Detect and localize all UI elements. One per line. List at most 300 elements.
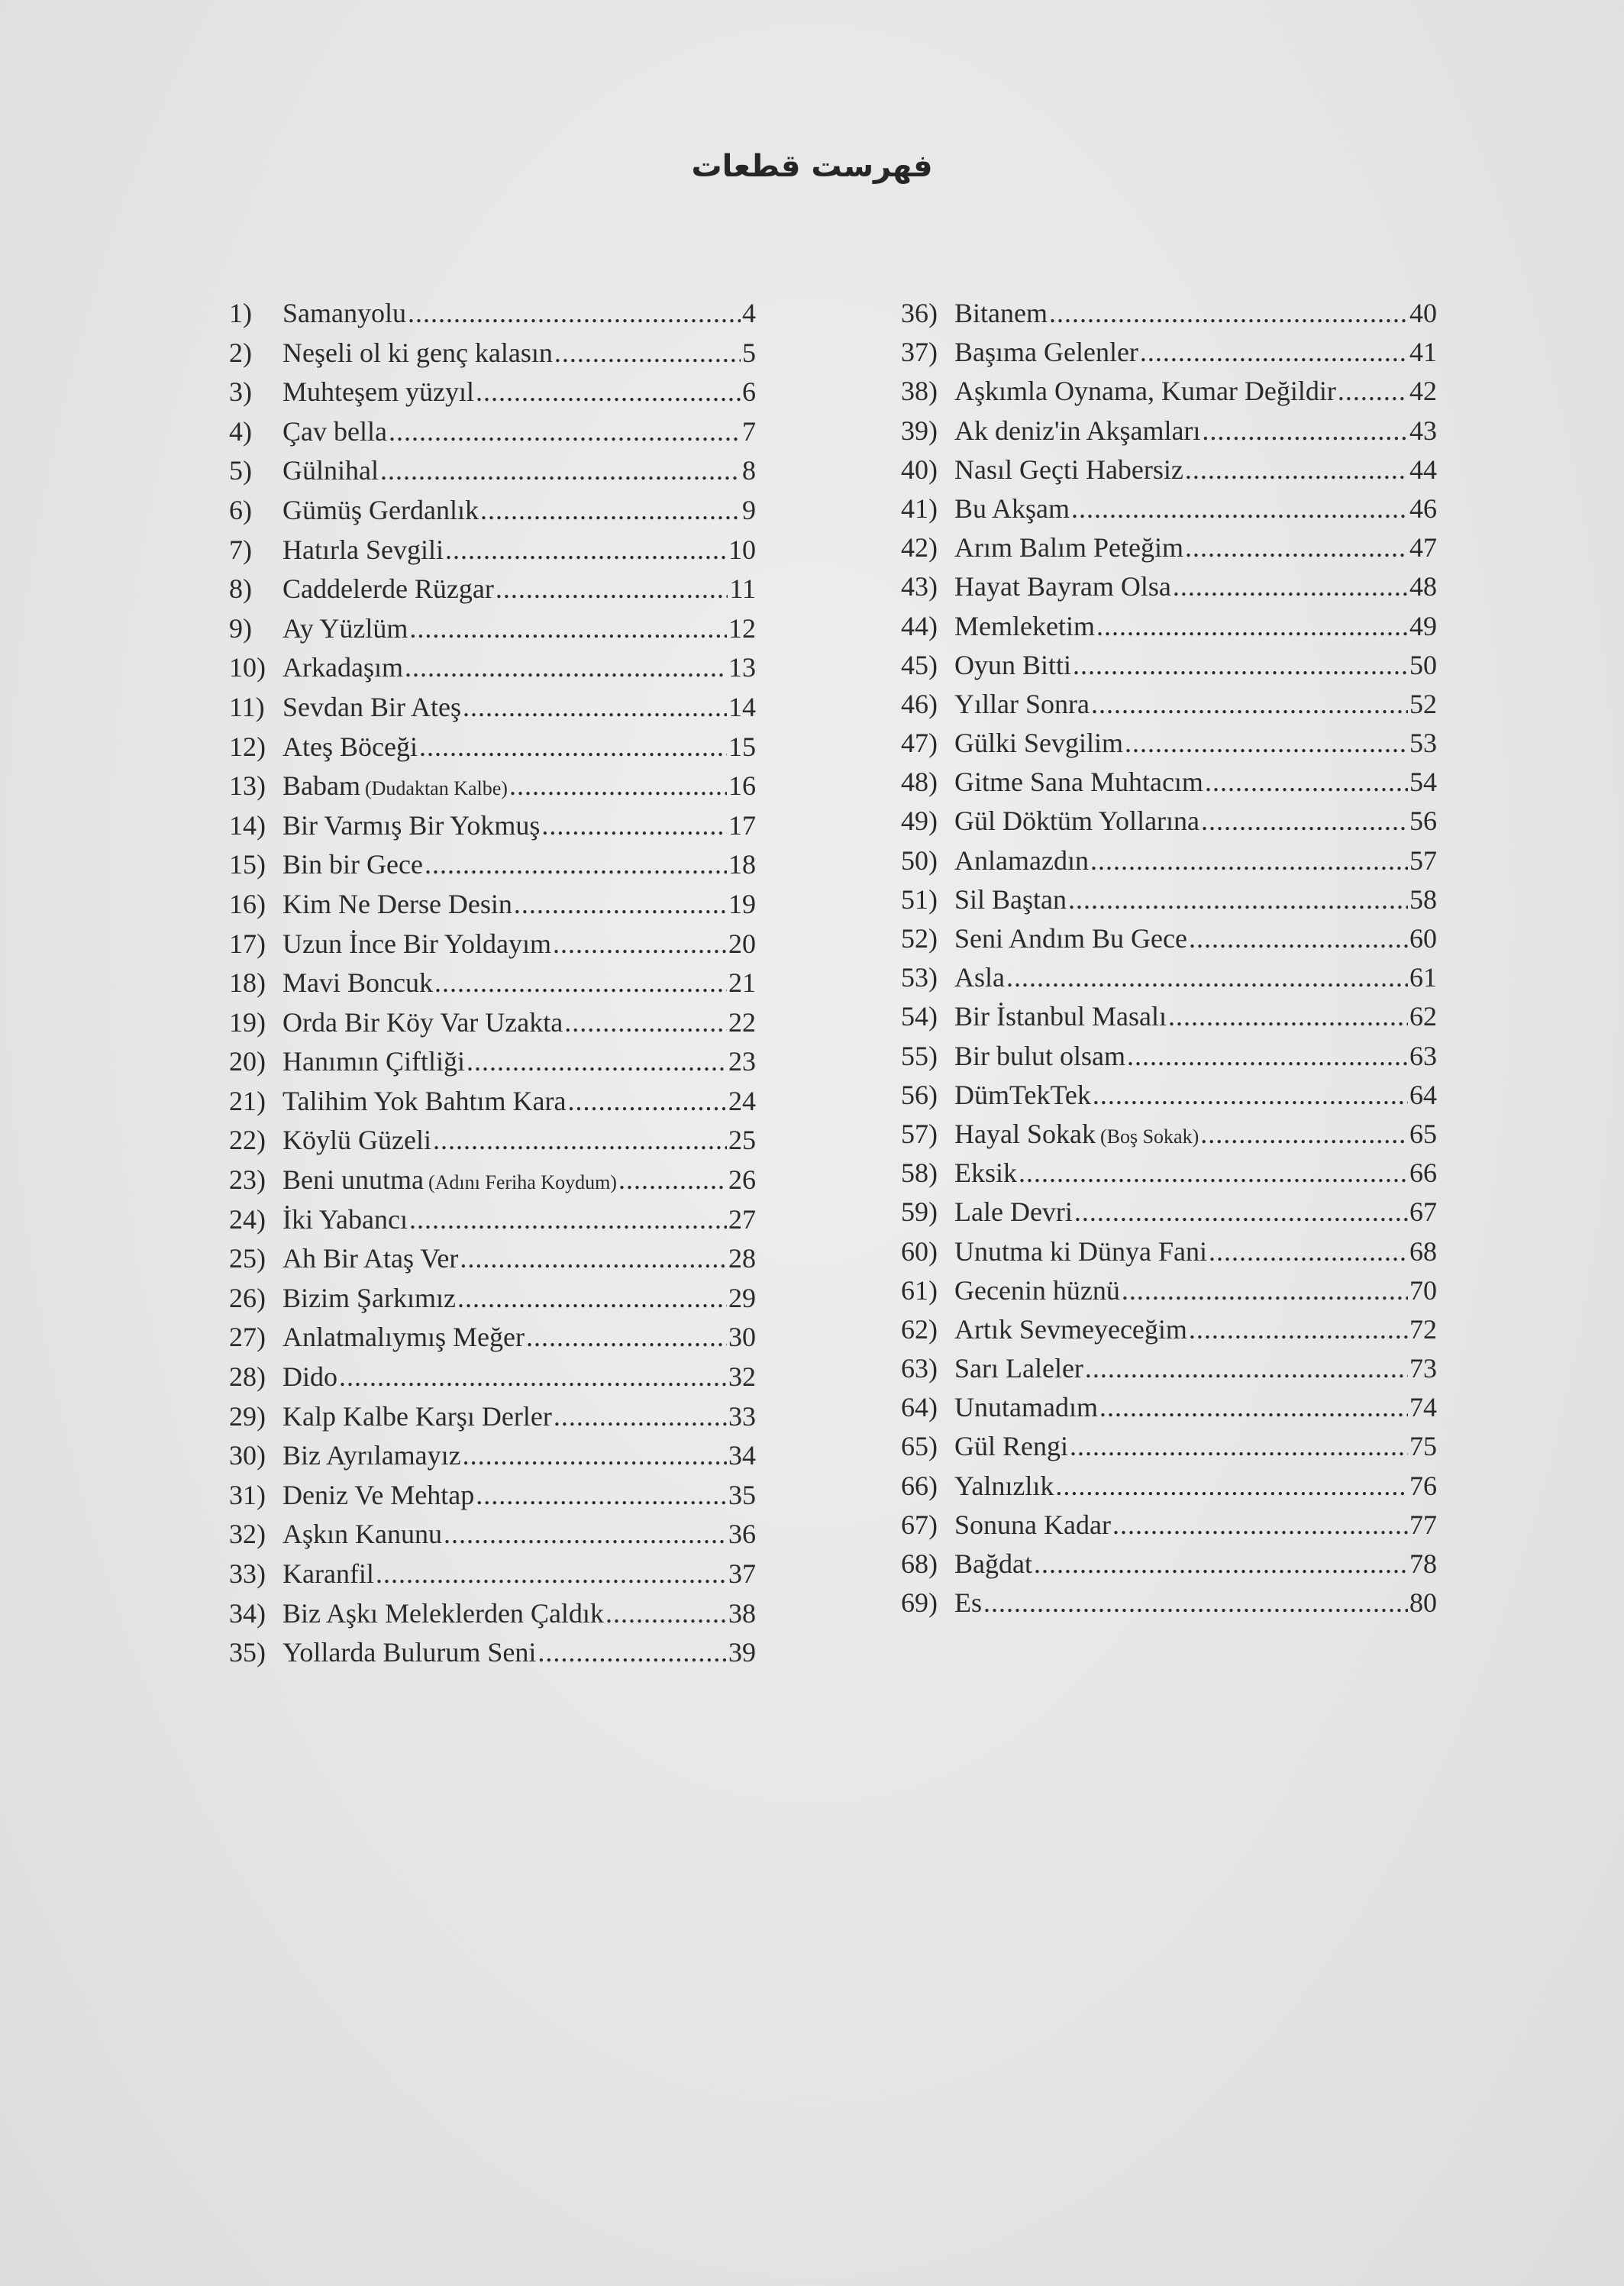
dot-leader — [496, 572, 728, 605]
dot-leader — [419, 730, 727, 764]
page-number: 23 — [728, 1046, 756, 1077]
page-number: 60 — [1409, 923, 1437, 954]
toc-entry — [901, 1586, 1437, 1625]
toc-entry — [229, 336, 756, 376]
entry-title: Sil Baştan — [954, 883, 1067, 915]
dot-leader — [1034, 1547, 1408, 1581]
toc-entry — [229, 887, 756, 927]
toc-entry — [229, 454, 756, 493]
toc-entry — [229, 848, 756, 887]
dot-leader — [1096, 609, 1408, 643]
entry-title: Nasıl Geçti Habersiz — [954, 454, 1183, 485]
entry-number: 42) — [901, 532, 938, 563]
page-number: 28 — [728, 1243, 756, 1274]
entry-number: 6) — [229, 494, 252, 525]
dot-leader — [514, 887, 727, 921]
entry-number: 26) — [229, 1282, 266, 1313]
page-number: 65 — [1409, 1118, 1437, 1149]
toc-entry — [901, 1390, 1437, 1429]
entry-title: Bitanem — [954, 298, 1048, 328]
page-number: 4 — [742, 298, 756, 328]
entry-number: 11) — [229, 691, 265, 722]
entry-title: Hanımın Çiftliği — [283, 1046, 465, 1077]
entry-number: 14) — [229, 809, 266, 841]
dot-leader — [541, 809, 727, 842]
page-number: 42 — [1409, 376, 1437, 407]
entry-number: 24) — [229, 1203, 266, 1235]
entry-number: 66) — [901, 1470, 938, 1501]
toc-entry — [901, 335, 1437, 374]
dot-leader — [1068, 883, 1408, 916]
toc-entry — [901, 999, 1437, 1038]
page-number: 61 — [1409, 962, 1437, 993]
entry-title: Lale Devri — [954, 1196, 1073, 1228]
entry-number: 8) — [229, 573, 252, 605]
page-number: 32 — [728, 1361, 756, 1393]
entry-title: Bin bir Gece — [283, 849, 423, 880]
toc-entry — [229, 1517, 756, 1557]
dot-leader — [526, 1320, 727, 1354]
dot-leader — [460, 1241, 727, 1275]
dot-leader — [1090, 844, 1408, 877]
entry-title: Anlamazdın — [954, 844, 1089, 876]
entry-number: 69) — [901, 1587, 938, 1619]
toc-entry — [901, 922, 1437, 961]
dot-leader — [409, 1203, 727, 1236]
page-number: 7 — [742, 415, 756, 447]
entry-title: Anlatmalıymış Meğer — [283, 1322, 525, 1353]
page-number: 73 — [1409, 1353, 1437, 1384]
entry-title: Arım Balım Peteğim — [954, 532, 1183, 563]
dot-leader — [1202, 414, 1408, 447]
entry-title: Bu Akşam — [954, 492, 1070, 524]
page-number: 14 — [728, 691, 756, 722]
page-number: 75 — [1409, 1431, 1437, 1462]
dot-leader — [476, 375, 741, 408]
toc-entry — [901, 804, 1437, 843]
entry-title: Bağdat — [954, 1548, 1032, 1579]
entry-title: Gitme Sana Muhtacım — [954, 767, 1203, 798]
entry-number: 15) — [229, 849, 266, 880]
entry-title: Hatırla Sevgili — [283, 534, 444, 565]
toc-entry — [229, 1635, 756, 1675]
dot-leader — [1071, 492, 1408, 525]
entry-number: 53) — [901, 962, 938, 993]
entry-title: Kim Ne Derse Desin — [283, 888, 512, 919]
entry-number: 61) — [901, 1274, 938, 1306]
dot-leader — [467, 1045, 727, 1078]
entry-title: Dido — [283, 1361, 337, 1393]
dot-leader — [1019, 1156, 1408, 1190]
toc-entry — [901, 726, 1437, 765]
entry-title: Deniz Ve Mehtap — [283, 1479, 475, 1510]
entry-title: Bir Varmış Bir Yokmuş — [283, 809, 541, 841]
toc-entry — [901, 1508, 1437, 1547]
page-number: 33 — [728, 1400, 756, 1432]
page-number: 25 — [728, 1125, 756, 1156]
dot-leader — [1049, 296, 1408, 330]
page-number: 62 — [1409, 1001, 1437, 1032]
entry-number: 67) — [901, 1509, 938, 1540]
page-number: 64 — [1409, 1079, 1437, 1110]
dot-leader — [553, 927, 727, 961]
entry-number: 47) — [901, 728, 938, 759]
page-number: 16 — [728, 770, 756, 802]
entry-title: Oyun Bitti — [954, 649, 1072, 680]
dot-leader — [1173, 570, 1408, 603]
entry-number: 63) — [901, 1353, 938, 1384]
dot-leader — [605, 1597, 727, 1630]
entry-number: 43) — [901, 571, 938, 602]
page-number: 66 — [1409, 1158, 1437, 1189]
entry-title: Çav bella — [283, 415, 387, 447]
page-number: 70 — [1409, 1274, 1437, 1306]
dot-leader — [1185, 531, 1408, 564]
page-number: 78 — [1409, 1548, 1437, 1579]
toc-entry — [901, 648, 1437, 687]
page-number: 68 — [1409, 1235, 1437, 1267]
entry-title: Köylü Güzeli — [283, 1125, 431, 1156]
dot-leader — [1099, 1390, 1408, 1424]
entry-title: Unutma ki Dünya Fani — [954, 1235, 1207, 1267]
page-number: 35 — [728, 1479, 756, 1510]
dot-leader — [457, 1281, 727, 1315]
entry-title: Bir İstanbul Masalı — [954, 1001, 1167, 1032]
entry-number: 38) — [901, 376, 938, 407]
entry-title: Hayal Sokak — [954, 1118, 1096, 1149]
page-number: 43 — [1409, 415, 1437, 446]
page-number: 53 — [1409, 728, 1437, 759]
page-number: 39 — [728, 1637, 756, 1668]
entry-title: Gül Döktüm Yollarına — [954, 806, 1200, 837]
entry-number: 31) — [229, 1479, 266, 1510]
entry-title: Gülki Sevgilim — [954, 728, 1124, 759]
page-number: 50 — [1409, 649, 1437, 680]
entry-number: 56) — [901, 1079, 938, 1110]
page-number: 40 — [1409, 298, 1437, 328]
entry-title: Sonuna Kadar — [954, 1509, 1111, 1540]
entry-number: 25) — [229, 1243, 266, 1274]
entry-title: Talihim Yok Bahtım Kara — [283, 1085, 567, 1116]
dot-leader — [1209, 1235, 1408, 1268]
toc-entry — [229, 690, 756, 730]
page-number: 36 — [728, 1519, 756, 1550]
entry-number: 45) — [901, 649, 938, 680]
entry-number: 30) — [229, 1440, 266, 1471]
dot-leader — [1070, 1429, 1408, 1463]
entry-number: 44) — [901, 610, 938, 641]
entry-number: 41) — [901, 492, 938, 524]
entry-number: 50) — [901, 844, 938, 876]
toc-entry — [229, 572, 756, 612]
dot-leader — [476, 1478, 727, 1512]
page-number: 54 — [1409, 767, 1437, 798]
dot-leader — [463, 690, 727, 724]
entry-number: 51) — [901, 883, 938, 915]
entry-title: Unutamadım — [954, 1392, 1098, 1423]
entry-number: 36) — [901, 298, 938, 328]
entry-number: 54) — [901, 1001, 938, 1032]
toc-entry — [229, 612, 756, 651]
dot-leader — [433, 1123, 727, 1157]
entry-number: 23) — [229, 1164, 266, 1196]
dot-leader — [1085, 1351, 1408, 1385]
entry-number: 65) — [901, 1431, 938, 1462]
toc-entry — [229, 1478, 756, 1518]
entry-title: Neşeli ol ki genç kalasın — [283, 337, 553, 368]
entry-number: 17) — [229, 928, 266, 959]
toc-entry — [901, 453, 1437, 492]
entry-number: 2) — [229, 337, 252, 368]
toc-entry — [229, 1006, 756, 1045]
page-number: 20 — [728, 928, 756, 959]
entry-title: Uzun İnce Bir Yoldayım — [283, 928, 551, 959]
entry-title: Eksik — [954, 1158, 1018, 1189]
dot-leader — [1127, 1039, 1408, 1073]
entry-number: 49) — [901, 806, 938, 837]
page-number: 17 — [728, 809, 756, 841]
entry-title: Asla — [954, 962, 1005, 993]
toc-entry — [229, 1123, 756, 1163]
toc-entry — [229, 533, 756, 573]
dot-leader — [1200, 1117, 1408, 1151]
toc-entry — [901, 1039, 1437, 1078]
dot-leader — [564, 1006, 727, 1039]
page-number: 44 — [1409, 454, 1437, 485]
toc-entry — [901, 1469, 1437, 1508]
entry-title: Hayat Bayram Olsa — [954, 571, 1171, 602]
dot-leader — [376, 1557, 727, 1590]
entry-number: 22) — [229, 1125, 266, 1156]
entry-title: Ak deniz'in Akşamları — [954, 415, 1201, 446]
toc-entry — [229, 1400, 756, 1439]
entry-number: 37) — [901, 337, 938, 368]
toc-entry — [901, 1274, 1437, 1313]
entry-title: Arkadaşım — [283, 652, 403, 683]
page-number: 47 — [1409, 532, 1437, 563]
dot-leader — [1006, 961, 1408, 994]
entry-title: Caddelerde Rüzgar — [283, 573, 494, 605]
page-title: فهرست قطعات — [691, 149, 933, 184]
entry-title: Memleketim — [954, 610, 1095, 641]
page-number: 77 — [1409, 1509, 1437, 1540]
toc-entry — [901, 1078, 1437, 1117]
entry-title: Gülnihal — [283, 455, 379, 486]
toc-entry — [901, 531, 1437, 570]
page-number: 10 — [728, 534, 756, 565]
toc-entry — [901, 492, 1437, 531]
dot-leader — [1205, 765, 1408, 799]
page-number: 57 — [1409, 844, 1437, 876]
page-number: 29 — [728, 1282, 756, 1313]
toc-entry — [901, 1117, 1437, 1156]
page-number: 12 — [728, 612, 756, 644]
toc-column-left — [229, 296, 756, 1675]
toc-entry — [901, 1235, 1437, 1274]
toc-entry — [229, 415, 756, 454]
entry-number: 7) — [229, 534, 252, 565]
dot-leader — [425, 848, 727, 881]
page-number: 80 — [1409, 1587, 1437, 1619]
dot-leader — [1185, 453, 1408, 486]
toc-entry — [901, 1156, 1437, 1195]
page-number: 76 — [1409, 1470, 1437, 1501]
dot-leader — [1168, 999, 1408, 1033]
entry-number: 29) — [229, 1400, 266, 1432]
toc-entry — [229, 1360, 756, 1400]
entry-title: Mavi Boncuk — [283, 967, 433, 999]
page-number: 11 — [729, 573, 756, 605]
dot-leader — [1125, 726, 1408, 760]
toc-entry — [229, 809, 756, 848]
toc-entry — [229, 927, 756, 967]
entry-title: Biz Aşkı Meleklerden Çaldık — [283, 1597, 604, 1629]
entry-number: 27) — [229, 1322, 266, 1353]
dot-leader — [1112, 1508, 1408, 1542]
entry-number: 18) — [229, 967, 266, 999]
toc-entry — [229, 769, 756, 809]
page-number: 63 — [1409, 1040, 1437, 1071]
dot-leader — [1189, 922, 1408, 955]
entry-number: 33) — [229, 1558, 266, 1589]
toc-entry — [229, 966, 756, 1006]
entry-number: 39) — [901, 415, 938, 446]
entry-subtitle: (Boş Sokak) — [1099, 1125, 1199, 1148]
dot-leader — [554, 1400, 727, 1433]
page-number: 56 — [1409, 806, 1437, 837]
entry-subtitle: (Adını Feriha Koydum) — [428, 1171, 617, 1194]
toc-entry — [229, 1084, 756, 1124]
entry-number: 1) — [229, 298, 252, 328]
entry-title: Bizim Şarkımız — [283, 1282, 456, 1313]
entry-number: 40) — [901, 454, 938, 485]
entry-title: Biz Ayrılamayız — [283, 1440, 461, 1471]
entry-title: Ah Bir Ataş Ver — [283, 1243, 459, 1274]
page-number: 74 — [1409, 1392, 1437, 1423]
toc-entry — [901, 687, 1437, 726]
entry-title: Aşkımla Oynama, Kumar Değildir — [954, 376, 1336, 407]
entry-title: Yollarda Bulurum Seni — [283, 1637, 537, 1668]
page-number: 52 — [1409, 688, 1437, 719]
dot-leader — [444, 1517, 727, 1551]
entry-title: Bir bulut olsam — [954, 1040, 1125, 1071]
entry-number: 16) — [229, 888, 266, 919]
entry-number: 48) — [901, 767, 938, 798]
page-number: 15 — [728, 731, 756, 762]
toc-entry — [901, 1429, 1437, 1468]
page-number: 37 — [728, 1558, 756, 1589]
toc-entry — [229, 1281, 756, 1321]
entry-number: 34) — [229, 1597, 266, 1629]
page-number: 8 — [742, 455, 756, 486]
page-number: 72 — [1409, 1313, 1437, 1345]
dot-leader — [389, 415, 741, 448]
entry-number: 35) — [229, 1637, 266, 1668]
page-number: 41 — [1409, 337, 1437, 368]
entry-number: 19) — [229, 1006, 266, 1038]
entry-number: 10) — [229, 652, 266, 683]
entry-title: Gümüş Gerdanlık — [283, 494, 479, 525]
entry-title: Samanyolu — [283, 298, 406, 328]
entry-title: Babam — [283, 770, 360, 802]
entry-number: 59) — [901, 1196, 938, 1228]
dot-leader — [983, 1586, 1408, 1619]
entry-title: Yıllar Sonra — [954, 688, 1090, 719]
page-number: 34 — [728, 1440, 756, 1471]
dot-leader — [1189, 1313, 1408, 1346]
toc-entry — [901, 883, 1437, 922]
entry-title: DümTekTek — [954, 1079, 1091, 1110]
entry-subtitle: (Dudaktan Kalbe) — [364, 777, 508, 800]
entry-number: 68) — [901, 1548, 938, 1579]
entry-title: Gecenin hüznü — [954, 1274, 1120, 1306]
entry-title: Beni unutma — [283, 1164, 424, 1196]
page-number: 30 — [728, 1322, 756, 1353]
toc-entry — [901, 961, 1437, 999]
dot-leader — [408, 296, 741, 330]
toc-entry — [901, 414, 1437, 453]
toc-entry — [901, 570, 1437, 609]
page-number: 22 — [728, 1006, 756, 1038]
entry-title: Gül Rengi — [954, 1431, 1068, 1462]
toc-entry — [229, 1241, 756, 1281]
page-number: 38 — [728, 1597, 756, 1629]
toc-entry — [229, 296, 756, 336]
entry-number: 52) — [901, 923, 938, 954]
page-number: 19 — [728, 888, 756, 919]
page-number: 26 — [728, 1164, 756, 1196]
entry-title: Ateş Böceği — [283, 731, 418, 762]
dot-leader — [1140, 335, 1408, 369]
entry-number: 55) — [901, 1040, 938, 1071]
page-number: 27 — [728, 1203, 756, 1235]
page-number: 5 — [742, 337, 756, 368]
toc-entry — [229, 1438, 756, 1478]
entry-number: 9) — [229, 612, 252, 644]
entry-title: Artık Sevmeyeceğim — [954, 1313, 1187, 1345]
dot-leader — [445, 533, 727, 567]
page-number: 6 — [742, 376, 756, 408]
entry-title: İki Yabancı — [283, 1203, 408, 1235]
dot-leader — [567, 1084, 727, 1118]
page-number: 21 — [728, 967, 756, 999]
entry-number: 3) — [229, 376, 252, 408]
entry-title: Karanfil — [283, 1558, 374, 1589]
toc-entry — [229, 493, 756, 533]
dot-leader — [1122, 1274, 1408, 1307]
entry-title: Kalp Kalbe Karşı Derler — [283, 1400, 552, 1432]
toc-entry — [229, 1597, 756, 1636]
entry-number: 28) — [229, 1361, 266, 1393]
entry-title: Orda Bir Köy Var Uzakta — [283, 1006, 563, 1038]
dot-leader — [409, 612, 727, 645]
dot-leader — [538, 1635, 727, 1669]
dot-leader — [618, 1163, 727, 1196]
toc-entry — [229, 1320, 756, 1360]
toc-entry — [229, 1045, 756, 1084]
page-number: 49 — [1409, 610, 1437, 641]
page-number: 13 — [728, 652, 756, 683]
dot-leader — [1338, 374, 1408, 408]
toc-entry — [229, 730, 756, 770]
page-number: 58 — [1409, 883, 1437, 915]
entry-number: 20) — [229, 1046, 266, 1077]
entry-number: 62) — [901, 1313, 938, 1345]
page-number: 9 — [742, 494, 756, 525]
entry-number: 32) — [229, 1519, 266, 1550]
entry-title: Ay Yüzlüm — [283, 612, 408, 644]
toc-entry — [901, 844, 1437, 883]
